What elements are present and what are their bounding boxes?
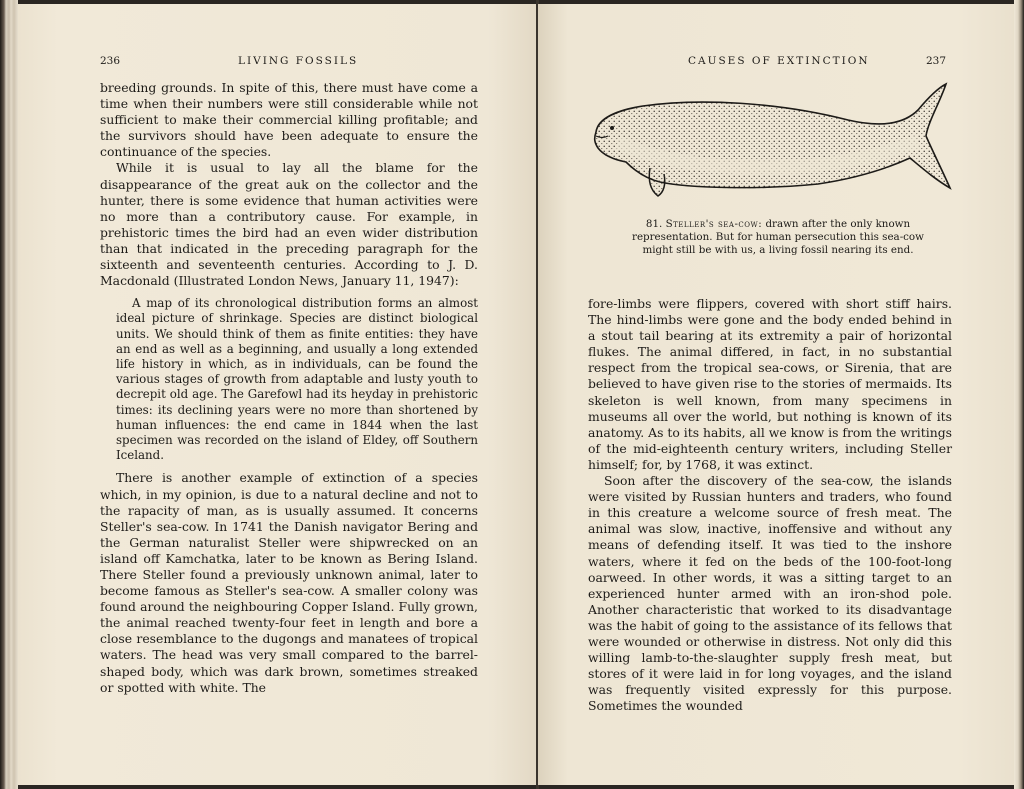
left-paragraph-2: While it is usual to lay all the blame for the disappearance of the great auk on the collector and the hunter, there is some evidence that human activities were no more than a contributory cause. For example, in prehistoric times the bird had an even wider distribution than that indicated in the preceding paragraph for the sixteenth and seventeenth centuries. According to J. D. Macdonald (Illustrated London News, January 11, 1947): <box>100 160 478 289</box>
left-running-head: LIVING FOSSILS <box>238 55 359 67</box>
figure-caption <box>628 218 928 257</box>
right-page <box>538 4 1014 785</box>
left-page-edges <box>0 0 18 789</box>
right-page-edges <box>1014 0 1024 789</box>
right-paragraph-1: fore-limbs were flippers, covered with short stiff hairs. The hind-limbs were gone and the body ended behind in a stout tail bearing at its extremity a pair of horizontal flukes. The animal differed, in fact, in no substantial respect from the tropical sea-cows, or Sirenia, that are believed to have given rise to the stories of mermaids. Its skeleton is well known, from many specimens in museums all over the world, but nothing is known of its anatomy. As to its habits, all we know is from the writings of the mid-eighteenth century writers, including Steller himself; for, by 1768, it was extinct. <box>588 296 952 472</box>
right-running-head: CAUSES OF EXTINCTION <box>688 55 870 67</box>
left-paragraph-3: There is another example of extinction of a species which, in my opinion, is due to a natural decline and not to the rapacity of man, as is usually assumed. It concerns Steller's sea-cow. In 1741 the Danish navigator Bering and the German naturalist Steller were shipwrecked on an island off Kamchatka, later to be known as Bering Island. There Steller found a previously unknown animal, later to become famous as Steller's sea-cow. A smaller colony was found around the neighbouring Copper Island. Fully grown, the animal reached twenty-four feet in length and bore a close resemblance to the dugongs and manatees of tropical waters. The head was very small compared to the barrel-shaped body, which was dark brown, sometimes streaked or spotted with white. The <box>100 470 478 695</box>
left-page-number: 236 <box>100 55 121 67</box>
caption-label: Steller's sea-cow: <box>665 218 763 230</box>
right-paragraph-2: Soon after the discovery of the sea-cow, the islands were visited by Russian hunters and traders, who found in this creature a welcome source of fresh meat. The animal was slow, inactive, inoffensive and without any means of defending itself. It was tied to the inshore waters, where it fed on the beds of the 100-foot-long oarweed. In other words, it was a sitting target to an experienced hunter armed with an iron-shod pole. Another characteristic that worked to its disadvantage was the habit of going to the assistance of its fellows that were wounded or otherwise in distress. Not only did this willing lamb-to-the-slaughter supply fresh meat, but stores of it were laid in for long voyages, and the island was frequently visited expressly for this purpose. Sometimes the wounded <box>588 473 952 714</box>
sea-cow-eye <box>610 126 614 130</box>
left-paragraph-1: breeding grounds. In spite of this, there must have come a time when their numbers were still considerable while not sufficient to make their commercial killing profitable; and the survivors should have been adequate to ensure the continuance of the species. <box>100 80 478 160</box>
block-quote: A map of its chronological distribution forms an almost ideal picture of shrinkage. Species are distinct biological units. We should think of them as finite entities: they have an end as well as a beginning, and usually a long extended life history in which, as in individuals, can be found the various stages of growth from adaptable and lusty youth to decrepit old age. The Garefowl had its heyday in prehistoric times: its declining years were no more than shortened by human influences: the end came in 1844 when the last specimen was recorded on the island of Eldey, off Southern Iceland. <box>116 296 478 463</box>
left-body-text <box>100 80 478 696</box>
right-body-text <box>588 296 952 714</box>
sea-cow-illustration-icon <box>588 80 958 204</box>
right-page-number: 237 <box>926 55 947 67</box>
caption-text: drawn after the only known representation. But for human persecution this sea-cow might still be with us, a living fossil nearing its end. <box>632 218 924 257</box>
caption-number: 81. <box>645 218 663 230</box>
left-page <box>18 4 538 785</box>
